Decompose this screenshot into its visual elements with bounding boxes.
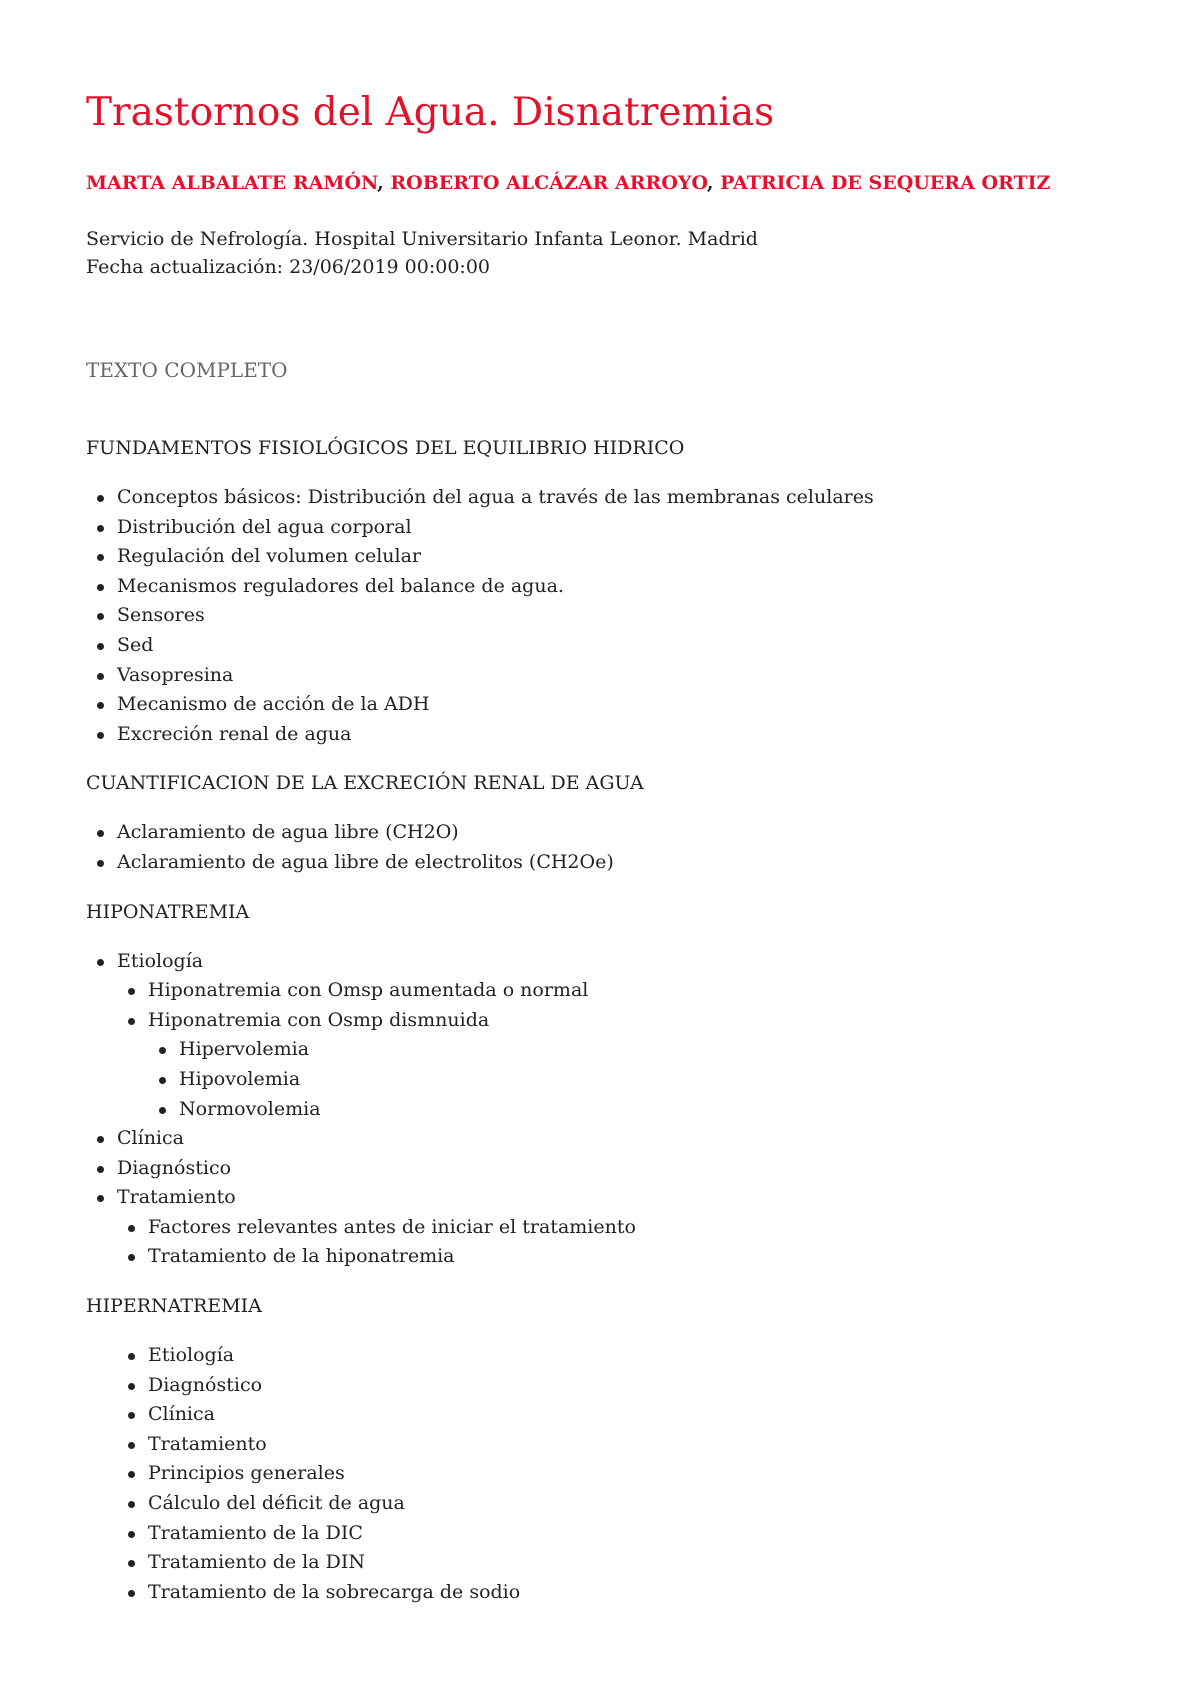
toc-link[interactable]: Normovolemia [179, 1097, 321, 1120]
toc-item-excrecion-renal-de-agua [86, 720, 1166, 750]
author-name[interactable]: MARTA ALBALATE RAMÓN [86, 172, 378, 194]
toc-item-aclaramiento-de-agua-libre-de-electrolit [86, 848, 1166, 878]
toc-item-distribucion-del-agua-corporal [86, 513, 1166, 543]
toc-link[interactable]: Tratamiento de la DIN [148, 1551, 365, 1574]
toc-list-level-1 [86, 483, 1166, 749]
section-heading: HIPERNATREMIA [86, 1295, 262, 1318]
toc-list-level-1 [86, 1341, 1166, 1607]
toc-item-factores-relevantes-antes-de-iniciar-el- [86, 1213, 1166, 1243]
toc-link[interactable]: Tratamiento de la sobrecarga de sodio [148, 1580, 521, 1603]
bullet-icon [97, 959, 104, 966]
toc-item-diagnostico [86, 1154, 1166, 1184]
toc-link[interactable]: Tratamiento [117, 1186, 236, 1209]
toc-link[interactable]: Distribución del agua corporal [117, 515, 412, 538]
affiliation-text: Servicio de Nefrología. Hospital Universitario Infanta Leonor. Madrid [86, 228, 758, 250]
toc-item-mecanismos-reguladores-del-balance-de-ag [86, 572, 1166, 602]
bullet-icon [128, 1501, 135, 1508]
toc-link[interactable]: Hipervolemia [179, 1038, 310, 1061]
toc-item-diagnostico [86, 1371, 1166, 1401]
table-of-contents [86, 434, 1166, 1627]
bullet-icon [159, 1107, 166, 1114]
toc-item-hiponatremia-con-omsp-aumentada-o-normal [86, 976, 1166, 1006]
toc-link[interactable]: Hiponatremia con Omsp aumentada o normal [148, 979, 589, 1002]
bullet-icon [128, 1353, 135, 1360]
toc-list-level-1 [86, 818, 1166, 877]
bullet-icon [97, 584, 104, 591]
author-separator: , [706, 172, 721, 194]
bullet-icon [128, 1590, 135, 1597]
bullet-icon [97, 732, 104, 739]
toc-link[interactable]: Aclaramiento de agua libre de electrolitos (CH2Oe) [117, 850, 614, 873]
toc-link[interactable]: Conceptos básicos: Distribución del agua a través de las membranas celulares [117, 486, 874, 508]
toc-item-aclaramiento-de-agua-libre-ch2o [86, 818, 1166, 848]
toc-link[interactable]: Sensores [117, 604, 205, 627]
toc-link[interactable]: Factores relevantes antes de iniciar el tratamiento [148, 1215, 636, 1238]
toc-link[interactable]: Diagnóstico [117, 1156, 232, 1179]
toc-list-level-3 [86, 1035, 1166, 1124]
section-heading: HIPONATREMIA [86, 900, 250, 923]
author-separator: , [377, 172, 391, 194]
toc-link[interactable]: Hiponatremia con Osmp dismnuida [148, 1008, 490, 1031]
bullet-icon [128, 1442, 135, 1449]
toc-item-tratamiento [86, 1430, 1166, 1608]
toc-link[interactable]: Tratamiento de la DIC [148, 1521, 363, 1544]
bullet-icon [128, 1531, 135, 1538]
bullet-icon [97, 495, 104, 502]
toc-link[interactable]: Excreción renal de agua [117, 722, 352, 745]
toc-link[interactable]: Etiología [148, 1344, 235, 1367]
toc-item-hiponatremia-con-osmp-dismnuida [86, 1006, 1166, 1124]
full-text-heading: TEXTO COMPLETO [86, 358, 288, 382]
toc-item-vasopresina [86, 661, 1166, 691]
toc-item-normovolemia [86, 1095, 1166, 1125]
toc-list-level-2 [86, 1459, 1166, 1607]
toc-link[interactable]: Aclaramiento de agua libre (CH2O) [117, 821, 459, 844]
toc-list-level-2 [86, 1213, 1166, 1272]
author-name[interactable]: ROBERTO ALCÁZAR ARROYO [390, 172, 707, 194]
toc-link[interactable]: Tratamiento [148, 1432, 267, 1455]
toc-item-principios-generales [86, 1459, 1166, 1489]
toc-list-level-1 [86, 947, 1166, 1273]
bullet-icon [128, 1018, 135, 1025]
toc-list-level-2 [86, 976, 1166, 1124]
toc-item-tratamiento-de-la-sobrecarga-de-sodio [86, 1578, 1166, 1608]
bullet-icon [159, 1077, 166, 1084]
bullet-icon [97, 525, 104, 532]
affiliation-block [86, 225, 758, 281]
toc-link[interactable]: Principios generales [148, 1462, 345, 1485]
toc-item-sensores [86, 601, 1166, 631]
toc-item-clinica [86, 1400, 1166, 1430]
bullet-icon [97, 643, 104, 650]
toc-item-sed [86, 631, 1166, 661]
toc-item-calculo-del-deficit-de-agua [86, 1489, 1166, 1519]
toc-item-tratamiento-de-la-dic [86, 1519, 1166, 1549]
toc-link[interactable]: Clínica [148, 1403, 215, 1426]
author-list [86, 172, 1050, 194]
page-title: Trastornos del Agua. Disnatremias [86, 90, 775, 135]
toc-link[interactable]: Clínica [117, 1127, 184, 1150]
toc-item-conceptos-basicos-distribucion-del-agua- [86, 483, 1166, 513]
bullet-icon [128, 1383, 135, 1390]
toc-item-tratamiento-de-la-din [86, 1548, 1166, 1578]
toc-link[interactable]: Hipovolemia [179, 1067, 301, 1090]
toc-link[interactable]: Regulación del volumen celular [117, 545, 422, 568]
toc-link[interactable]: Mecanismos reguladores del balance de agua. [117, 574, 564, 597]
toc-item-etiologia [86, 947, 1166, 1125]
toc-item-hipovolemia [86, 1065, 1166, 1095]
toc-item-tratamiento [86, 1183, 1166, 1272]
author-name[interactable]: PATRICIA DE SEQUERA ORTIZ [720, 172, 1051, 194]
bullet-icon [97, 860, 104, 867]
toc-link[interactable]: Mecanismo de acción de la ADH [117, 693, 430, 716]
bullet-icon [97, 1166, 104, 1173]
bullet-icon [97, 673, 104, 680]
toc-item-regulacion-del-volumen-celular [86, 542, 1166, 572]
toc-link[interactable]: Etiología [117, 949, 204, 972]
update-date: Fecha actualización: 23/06/2019 00:00:00 [86, 256, 491, 278]
toc-item-clinica [86, 1124, 1166, 1154]
toc-link[interactable]: Vasopresina [117, 663, 234, 686]
toc-link[interactable]: Cálculo del déficit de agua [148, 1492, 405, 1515]
section-heading: CUANTIFICACION DE LA EXCRECIÓN RENAL DE AGUA [86, 772, 644, 795]
section-heading: FUNDAMENTOS FISIOLÓGICOS DEL EQUILIBRIO HIDRICO [86, 437, 685, 459]
toc-item-tratamiento-de-la-hiponatremia [86, 1242, 1166, 1272]
toc-item-etiologia [86, 1341, 1166, 1371]
toc-link[interactable]: Sed [117, 633, 154, 656]
toc-link[interactable]: Diagnóstico [148, 1373, 263, 1396]
toc-item-hipervolemia [86, 1035, 1166, 1065]
toc-link[interactable]: Tratamiento de la hiponatremia [148, 1245, 455, 1268]
toc-item-mecanismo-de-accion-de-la-adh [86, 690, 1166, 720]
bullet-icon [128, 1225, 135, 1232]
